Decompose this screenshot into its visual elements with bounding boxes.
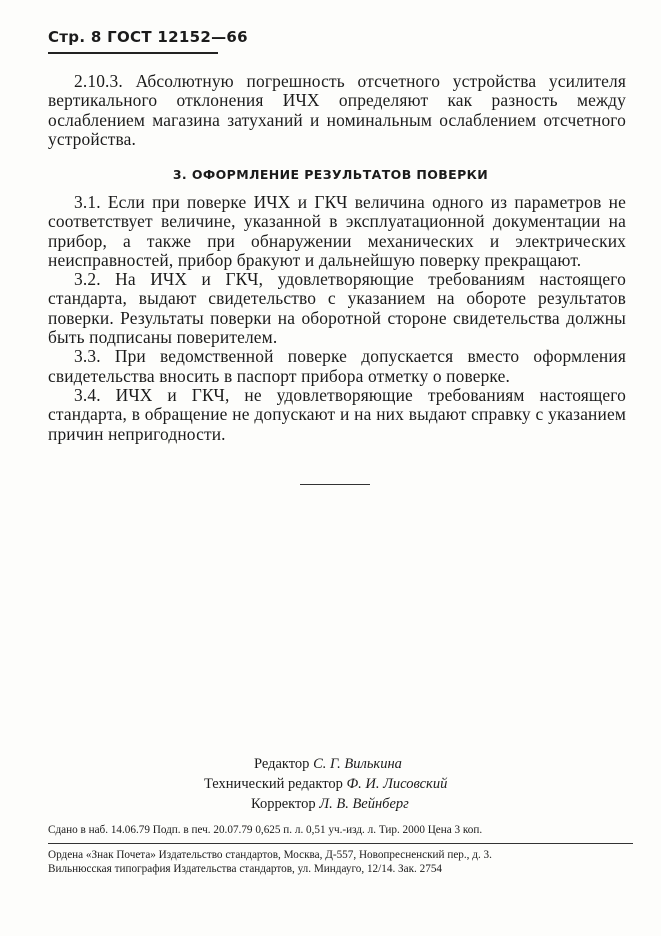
imprint-rule [48, 843, 633, 844]
proofreader-credit [251, 794, 409, 814]
tech-editor-name: Ф. И. Лисовский [346, 776, 448, 792]
publisher-line-2: Вильнюсская типография Издательства стандартов, ул. Миндауго, 12/14. Зак. 2754 [48, 863, 443, 875]
publisher-line-1: Ордена «Знак Почета» Издательство стандартов, Москва, Д-557, Новопресненский пер., д. 3. [48, 849, 492, 861]
tech-editor-credit [204, 774, 447, 794]
editor-role: Редактор [254, 756, 310, 772]
tech-editor-role: Технический редактор [204, 776, 343, 792]
proofreader-role: Корректор [251, 796, 316, 812]
paragraph-2-10-3: 2.10.3. Абсолютную погрешность отсчетного устройства усилителя вертикального отклонения ИЧХ определяют как разность между ослаблением магазина затуханий и номинальным ослаблением отсчетного устройства. [48, 71, 626, 149]
editor-name: С. Г. Вилькина [313, 756, 402, 772]
clause-2-10-3 [48, 72, 626, 149]
section-3-heading: 3. ОФОРМЛЕНИЕ РЕЗУЛЬТАТОВ ПОВЕРКИ [172, 167, 489, 182]
header-rule [48, 52, 218, 54]
paragraph-3-2: 3.2. На ИЧХ и ГКЧ, удовлетворяющие требованиям настоящего стандарта, выдают свидетельство с указанием на обороте результатов поверки. Результаты поверки на оборотной стороне свидетельства должны быть подписаны поверителем. [48, 269, 626, 348]
paragraph-3-4: 3.4. ИЧХ и ГКЧ, не удовлетворяющие требованиям настоящего стандарта, в обращение не допускают и на них выдают справку с указанием причин непригодности. [48, 384, 626, 444]
proofreader-name: Л. В. Вейнберг [319, 796, 409, 812]
editor-credit [254, 754, 402, 774]
section-3-body [48, 193, 626, 444]
paragraph-3-3: 3.3. При ведомственной поверке допускается вместо оформления свидетельства вносить в паспорт прибора отметку о поверке. [48, 346, 626, 386]
print-info: Сдано в наб. 14.06.79 Подп. в печ. 20.07.79 0,625 п. л. 0,51 уч.-изд. л. Тир. 2000 Цена 3 коп. [48, 824, 483, 836]
paragraph-3-1: 3.1. Если при поверке ИЧХ и ГКЧ величина одного из параметров не соответствует величине, указанной в эксплуатационной документации на прибор, а также при обнаружении механических и электрических неисправностей, прибор бракуют и дальнейшую поверку прекращают. [48, 192, 626, 270]
section-end-divider [300, 484, 370, 485]
page-header: Стр. 8 ГОСТ 12152—66 [48, 28, 248, 46]
